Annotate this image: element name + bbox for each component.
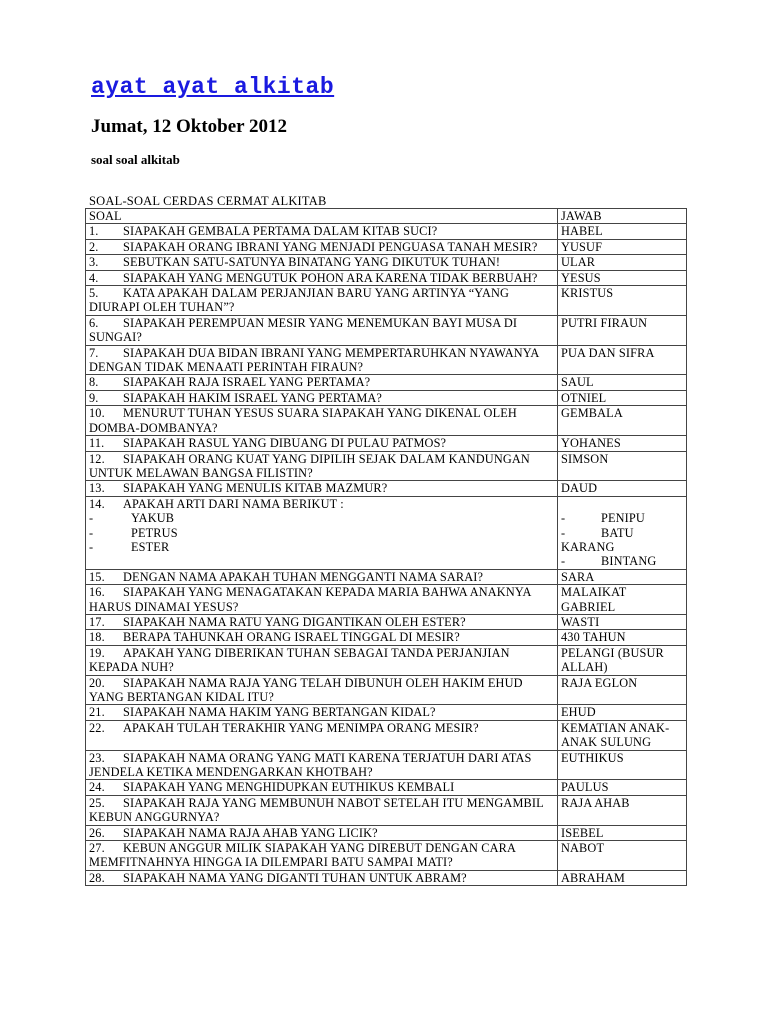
question-cell [86,614,558,629]
question-cell [86,645,558,675]
question-text: SIAPAKAH ORANG KUAT YANG DIPILIH SEJAK DALAM KANDUNGAN UNTUK MELAWAN BANGSA FILISTIN? [89,451,530,480]
question-number: 2. [89,239,99,254]
table-row [86,390,687,405]
sub-item-label: ESTER [131,539,170,554]
question-number: 9. [89,390,99,405]
question-text: APAKAH ARTI DARI NAMA BERIKUT : [123,496,344,511]
sub-item [89,540,554,554]
question-cell [86,315,558,345]
answer-cell: GEMBALA [558,406,687,436]
question-text: SIAPAKAH YANG MENAGATAKAN KEPADA MARIA BAHWA ANAKNYA HARUS DINAMAI YESUS? [89,585,531,614]
question-cell [86,481,558,496]
question-cell [86,825,558,840]
question-cell [86,496,558,569]
question-cell [86,630,558,645]
table-row [86,841,687,871]
answer-cell: PUA DAN SIFRA [558,345,687,375]
dash-marker: - [561,525,566,540]
question-text: SIAPAKAH YANG MENGUTUK POHON ARA KARENA TIDAK BERBUAH? [123,270,538,285]
answer-cell [558,496,687,569]
answer-sub-item: PENIPU [601,511,645,526]
dash-marker: - [561,511,566,526]
table-row [86,870,687,885]
question-text: DENGAN NAMA APAKAH TUHAN MENGGANTI NAMA SARAI? [123,569,484,584]
sub-item-label: PETRUS [131,525,178,540]
question-cell [86,795,558,825]
question-number: 25. [89,795,105,810]
question-cell [86,569,558,584]
question-number: 3. [89,255,99,270]
table-row [86,705,687,720]
question-cell [86,675,558,705]
table-row [86,451,687,481]
question-number: 23. [89,750,105,765]
table-row [86,315,687,345]
question-cell [86,375,558,390]
question-number: 4. [89,270,99,285]
table-row [86,345,687,375]
question-text: MENURUT TUHAN YESUS SUARA SIAPAKAH YANG DIKENAL OLEH DOMBA-DOMBANYA? [89,406,517,435]
question-cell [86,780,558,795]
question-text: APAKAH YANG DIBERIKAN TUHAN SEBAGAI TANDA PERJANJIAN KEPADA NUH? [89,645,510,675]
table-row [86,569,687,584]
answer-cell: MALAIKAT GABRIEL [558,585,687,615]
answer-cell: EHUD [558,705,687,720]
table-row [86,675,687,705]
table-row [86,224,687,239]
question-number: 5. [89,286,99,301]
answer-cell: KEMATIAN ANAK-ANAK SULUNG [558,720,687,750]
table-row [86,436,687,451]
table-row [86,286,687,316]
question-number: 1. [89,224,99,239]
answer-cell: PUTRI FIRAUN [558,315,687,345]
question-cell [86,270,558,285]
question-cell [86,436,558,451]
quiz-heading: SOAL-SOAL CERDAS CERMAT ALKITAB [89,194,327,208]
quiz-table [85,208,687,886]
post-date: Jumat, 12 Oktober 2012 [91,116,287,137]
answer-cell: YESUS [558,270,687,285]
question-number: 28. [89,870,105,885]
table-row [86,270,687,285]
table-row [86,481,687,496]
table-row [86,750,687,780]
table-row [86,780,687,795]
question-number: 24. [89,780,105,795]
question-text: SIAPAKAH RAJA ISRAEL YANG PERTAMA? [123,375,371,390]
question-text: SEBUTKAN SATU-SATUNYA BINATANG YANG DIKUTUK TUHAN! [123,255,501,270]
question-text: SIAPAKAH NAMA HAKIM YANG BERTANGAN KIDAL? [123,705,436,720]
answer-cell: SAUL [558,375,687,390]
question-text: SIAPAKAH ORANG IBRANI YANG MENJADI PENGUASA TANAH MESIR? [123,239,538,254]
question-number: 21. [89,705,105,720]
answer-sub-item: BATU [601,525,634,540]
sub-item [89,511,554,525]
question-number: 8. [89,375,99,390]
answer-cell: SIMSON [558,451,687,481]
question-cell [86,841,558,871]
table-header-row [86,209,687,224]
question-text: SIAPAKAH RAJA YANG MEMBUNUH NABOT SETELAH ITU MENGAMBIL KEBUN ANGGURNYA? [89,795,544,825]
question-cell [86,224,558,239]
answer-cell: 430 TAHUN [558,630,687,645]
table-row [86,645,687,675]
sub-item-label: YAKUB [131,511,175,526]
answer-cell: RAJA EGLON [558,675,687,705]
question-cell [86,720,558,750]
blog-title-link[interactable]: ayat ayat alkitab [91,74,335,100]
answer-cell: EUTHIKUS [558,750,687,780]
table-row [86,375,687,390]
question-number: 17. [89,614,105,629]
table-row [86,720,687,750]
question-number: 22. [89,720,105,735]
question-text: SIAPAKAH NAMA RATU YANG DIGANTIKAN OLEH ESTER? [123,614,466,629]
dash-marker: - [561,554,566,569]
question-text: SIAPAKAH HAKIM ISRAEL YANG PERTAMA? [123,390,383,405]
dash-marker: - [89,511,94,526]
post-title: soal soal alkitab [91,152,180,167]
question-number: 6. [89,315,99,330]
question-cell [86,345,558,375]
answer-cell: OTNIEL [558,390,687,405]
question-text: KATA APAKAH DALAM PERJANJIAN BARU YANG ARTINYA “YANG DIURAPI OLEH TUHAN”? [89,286,510,315]
question-cell [86,585,558,615]
question-cell [86,870,558,885]
question-number: 26. [89,825,105,840]
question-number: 20. [89,675,105,690]
question-text: SIAPAKAH YANG MENGHIDUPKAN EUTHIKUS KEMBALI [123,780,455,795]
table-row [86,406,687,436]
question-text: SIAPAKAH NAMA YANG DIGANTI TUHAN UNTUK ABRAM? [123,870,467,885]
question-cell [86,451,558,481]
question-text: KEBUN ANGGUR MILIK SIAPAKAH YANG DIREBUT DENGAN CARA MEMFITNAHNYA HINGGA IA DILEMPARI BATU SAMPAI MATI? [89,841,516,870]
question-text: SIAPAKAH NAMA ORANG YANG MATI KARENA TERJATUH DARI ATAS JENDELA KETIKA MENDENGARKAN KHOTBAH? [89,750,532,780]
question-number: 18. [89,630,105,645]
table-row [86,239,687,254]
answer-cell: NABOT [558,841,687,871]
table-row [86,255,687,270]
table-row [86,825,687,840]
question-text: SIAPAKAH DUA BIDAN IBRANI YANG MEMPERTARUHKAN NYAWANYA DENGAN TIDAK MENAATI PERINTAH FIRAUN? [89,345,539,375]
question-text: APAKAH TULAH TERAKHIR YANG MENIMPA ORANG MESIR? [123,720,479,735]
question-number: 11. [89,436,105,451]
sub-item [89,526,554,540]
answer-cell: SARA [558,569,687,584]
question-column-header: SOAL [86,209,558,224]
question-number: 19. [89,645,105,660]
question-cell [86,239,558,254]
question-text: BERAPA TAHUNKAH ORANG ISRAEL TINGGAL DI MESIR? [123,630,460,645]
question-number: 14. [89,496,105,511]
question-text: SIAPAKAH RASUL YANG DIBUANG DI PULAU PATMOS? [123,436,447,451]
answer-cell: YUSUF [558,239,687,254]
answer-cell: WASTI [558,614,687,629]
question-text: SIAPAKAH GEMBALA PERTAMA DALAM KITAB SUCI? [123,224,438,239]
question-number: 7. [89,345,99,360]
answer-cell: RAJA AHAB [558,795,687,825]
answer-cell: YOHANES [558,436,687,451]
question-cell [86,705,558,720]
dash-marker: - [89,525,94,540]
answer-sub-item: BINTANG [601,554,657,569]
answer-cell: KRISTUS [558,286,687,316]
question-text: SIAPAKAH YANG MENULIS KITAB MAZMUR? [123,481,388,496]
answer-cell: ULAR [558,255,687,270]
table-row [86,795,687,825]
answer-sub-item: KARANG [561,539,615,554]
answer-cell: HABEL [558,224,687,239]
question-cell [86,390,558,405]
question-number: 27. [89,841,105,856]
table-row [86,585,687,615]
dash-marker: - [89,539,94,554]
question-cell [86,406,558,436]
answer-cell: ISEBEL [558,825,687,840]
question-cell [86,750,558,780]
answer-column-header: JAWAB [558,209,687,224]
table-row [86,614,687,629]
question-text: SIAPAKAH PEREMPUAN MESIR YANG MENEMUKAN BAYI MUSA DI SUNGAI? [89,315,518,345]
question-number: 16. [89,585,105,600]
question-cell [86,286,558,316]
answer-cell: DAUD [558,481,687,496]
answer-cell: ABRAHAM [558,870,687,885]
question-text: SIAPAKAH NAMA RAJA YANG TELAH DIBUNUH OLEH HAKIM EHUD YANG BERTANGAN KIDAL ITU? [89,675,523,704]
table-row [86,496,687,569]
question-text: SIAPAKAH NAMA RAJA AHAB YANG LICIK? [123,825,378,840]
answer-cell: PELANGI (BUSUR ALLAH) [558,645,687,675]
question-cell [86,255,558,270]
answer-cell: PAULUS [558,780,687,795]
table-row [86,630,687,645]
question-number: 10. [89,406,105,421]
question-number: 15. [89,569,105,584]
question-number: 12. [89,451,105,466]
question-number: 13. [89,481,105,496]
